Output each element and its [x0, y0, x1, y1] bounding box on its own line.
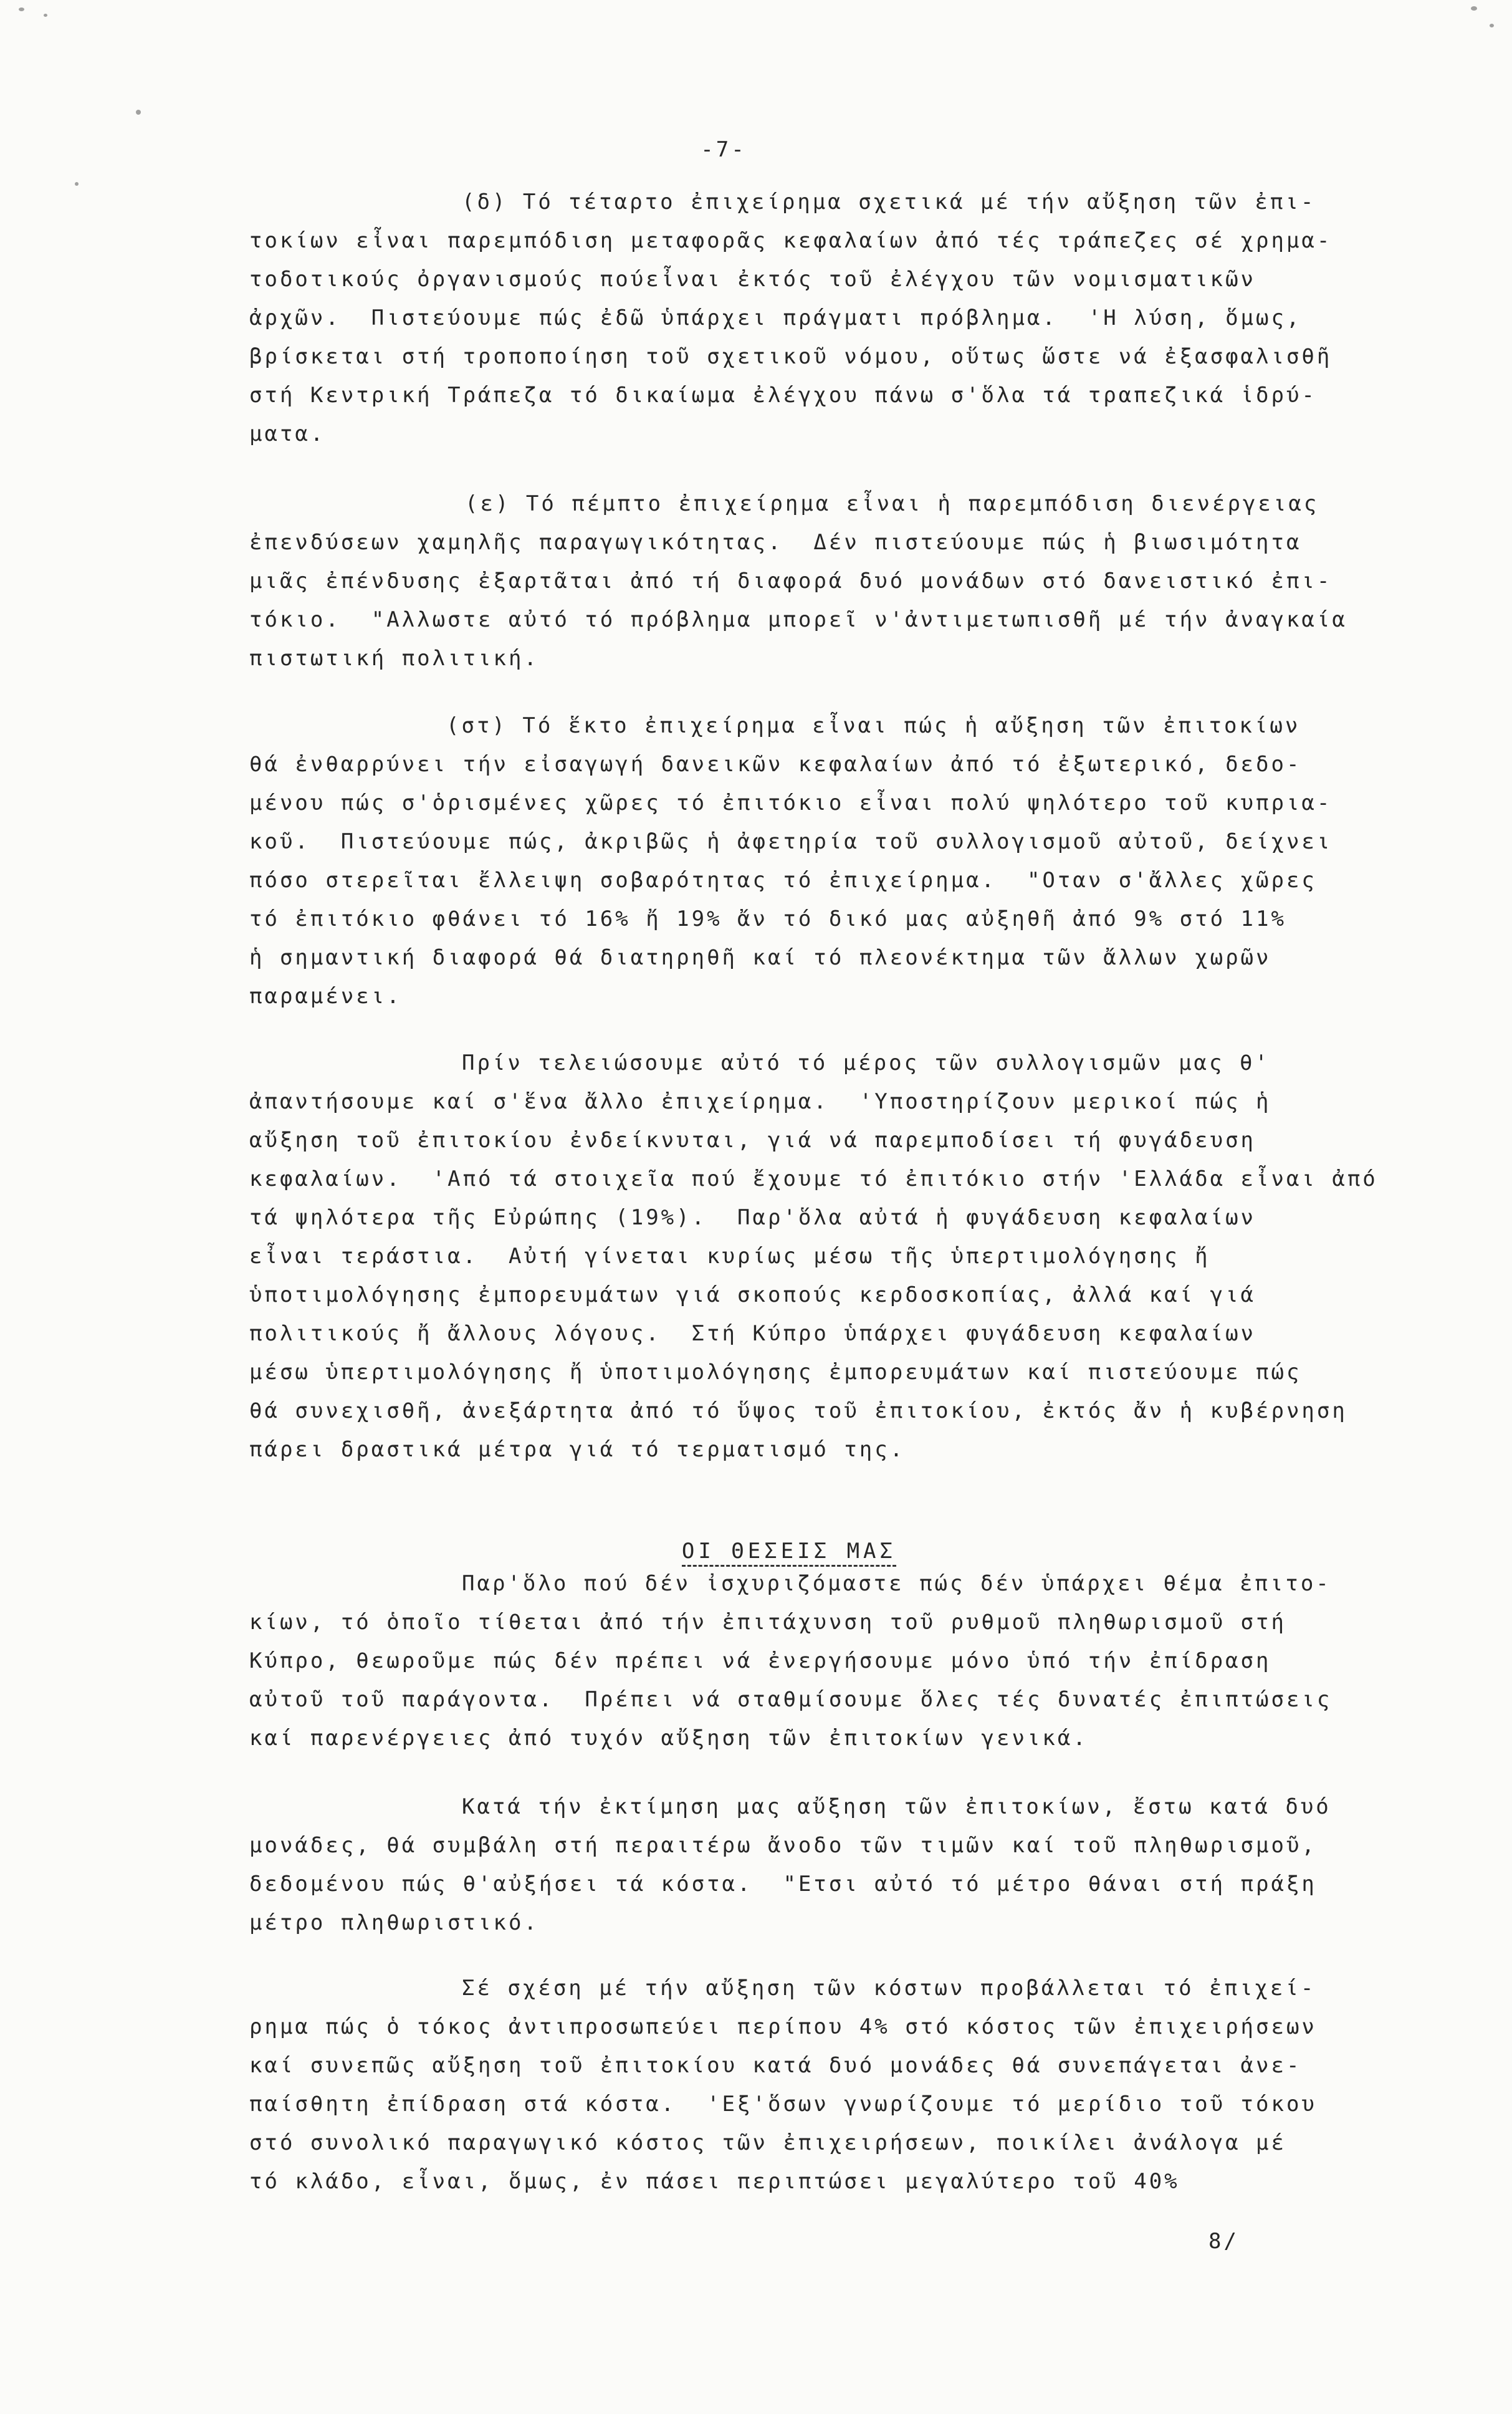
text-line: (ε) Τό πέμπτο ἐπιχείρημα εἶναι ἡ παρεμπόδιση διενέργειας	[465, 491, 1319, 516]
scan-speck	[136, 110, 141, 115]
text-line: θά ἐνθαρρύνει τήν εἰσαγωγή δανεικῶν κεφαλαίων ἀπό τό ἐξωτερικό, δεδο-	[249, 752, 1302, 777]
text-line: Σέ σχέση μέ τήν αὔξηση τῶν κόστων προβάλλεται τό ἐπιχεί-	[462, 1976, 1316, 2001]
text-line: (στ) Τό ἕκτο ἐπιχείρημα εἶναι πώς ἡ αὔξηση τῶν ἐπιτοκίων	[446, 713, 1301, 738]
text-line: παίσθητη ἐπίδραση στά κόστα. 'Εξ'ὅσων γνωρίζουμε τό μερίδιο τοῦ τόκου	[249, 2092, 1317, 2117]
text-line: πιστωτική πολιτική.	[249, 646, 539, 671]
text-line: καί παρενέργειες ἀπό τυχόν αὔξηση τῶν ἐπιτοκίων γενικά.	[249, 1726, 1088, 1751]
text-line: πολιτικούς ἤ ἄλλους λόγους. Στή Κύπρο ὑπάρχει φυγάδευση κεφαλαίων	[249, 1321, 1256, 1346]
text-line: θά συνεχισθῆ, ἀνεξάρτητα ἀπό τό ὕψος τοῦ ἐπιτοκίου, ἐκτός ἄν ἡ κυβέρνηση	[249, 1398, 1347, 1423]
text-line: ἐπενδύσεων χαμηλῆς παραγωγικότητας. Δέν πιστεύουμε πώς ἡ βιωσιμότητα	[249, 530, 1302, 555]
text-line: τά ψηλότερα τῆς Εὐρώπης (19%). Παρ'ὅλα αὐτά ἡ φυγάδευση κεφαλαίων	[249, 1205, 1256, 1230]
text-line: πάρει δραστικά μέτρα γιά τό τερματισμό της.	[249, 1437, 906, 1462]
section-heading-text: ΟΙ ΘΕΣΕΙΣ ΜΑΣ	[682, 1539, 896, 1567]
paragraph-prin	[249, 1044, 1433, 1469]
scan-speck	[44, 14, 47, 17]
text-line: ματα.	[249, 421, 326, 446]
page-number: -7-	[701, 137, 747, 162]
continuation-marker: 8/	[1208, 2229, 1239, 2254]
text-line: καί συνεπῶς αὔξηση τοῦ ἐπιτοκίου κατά δυό μονάδες θά συνεπάγεται ἀνε-	[249, 2053, 1302, 2078]
text-line: ὑποτιμολόγησης ἐμπορευμάτων γιά σκοπούς κερδοσκοπίας, ἀλλά καί γιά	[249, 1282, 1256, 1307]
text-line: δεδομένου πώς θ'αὐξήσει τά κόστα. "Ετσι αὐτό τό μέτρο θάναι στή πράξη	[249, 1872, 1317, 1897]
text-line: τοκίων εἶναι παρεμπόδιση μεταφορᾶς κεφαλαίων ἀπό τές τράπεζες σέ χρημα-	[249, 228, 1333, 253]
text-line: μιᾶς ἐπένδυσης ἐξαρτᾶται ἀπό τή διαφορά δυό μονάδων στό δανειστικό ἐπι-	[249, 569, 1333, 594]
text-line: Παρ'ὅλο πού δέν ἰσχυριζόμαστε πώς δέν ὑπάρχει θέμα ἐπιτο-	[462, 1571, 1331, 1596]
scan-speck	[75, 182, 79, 186]
text-line: ἡ σημαντική διαφορά θά διατηρηθῆ καί τό πλεονέκτημα τῶν ἄλλων χωρῶν	[249, 945, 1271, 970]
text-line: Κατά τήν ἐκτίμηση μας αὔξηση τῶν ἐπιτοκίων, ἔστω κατά δυό	[462, 1794, 1331, 1819]
text-line: στή Κεντρική Τράπεζα τό δικαίωμα ἐλέγχου πάνω σ'ὅλα τά τραπεζικά ἱδρύ-	[249, 383, 1317, 408]
text-line: κεφαλαίων. 'Από τά στοιχεῖα πού ἔχουμε τό ἐπιτόκιο στήν 'Ελλάδα εἶναι ἀπό	[249, 1166, 1378, 1191]
text-line: μονάδες, θά συμβάλη στή περαιτέρω ἄνοδο τῶν τιμῶν καί τοῦ πληθωρισμοῦ,	[249, 1833, 1317, 1858]
paragraph-delta	[249, 183, 1433, 453]
text-line: ρημα πώς ὁ τόκος ἀντιπροσωπεύει περίπου 4% στό κόστος τῶν ἐπιχειρήσεων	[249, 2014, 1317, 2039]
paragraph-st	[249, 706, 1433, 1016]
text-line: εἶναι τεράστια. Αὐτή γίνεται κυρίως μέσω τῆς ὑπερτιμολόγησης ἤ	[249, 1244, 1210, 1269]
paragraph-parolo	[249, 1564, 1433, 1758]
text-line: μέτρο πληθωριστικό.	[249, 1910, 539, 1935]
text-line: κίων, τό ὁποῖο τίθεται ἀπό τήν ἐπιτάχυνση τοῦ ρυθμοῦ πληθωρισμοῦ στή	[249, 1610, 1286, 1635]
scan-speck	[1490, 24, 1494, 27]
text-line: αὐτοῦ τοῦ παράγοντα. Πρέπει νά σταθμίσουμε ὅλες τές δυνατές ἐπιπτώσεις	[249, 1687, 1333, 1712]
text-line: μέσω ὑπερτιμολόγησης ἤ ὑποτιμολόγησης ἐμπορευμάτων καί πιστεύουμε πώς	[249, 1360, 1302, 1385]
text-line: στό συνολικό παραγωγικό κόστος τῶν ἐπιχειρήσεων, ποικίλει ἀνάλογα μέ	[249, 2130, 1286, 2155]
text-line: μένου πώς σ'ὁρισμένες χῶρες τό ἐπιτόκιο εἶναι πολύ ψηλότερο τοῦ κυπρια-	[249, 791, 1333, 815]
text-line: Κύπρο, θεωροῦμε πώς δέν πρέπει νά ἐνεργήσουμε μόνο ὑπό τήν ἐπίδραση	[249, 1648, 1271, 1673]
text-line: πόσο στερεῖται ἔλλειψη σοβαρότητας τό ἐπιχείρημα. "Οταν σ'ἄλλες χῶρες	[249, 868, 1317, 893]
text-line: αὔξηση τοῦ ἐπιτοκίου ἐνδείκνυται, γιά νά παρεμποδίσει τή φυγάδευση	[249, 1128, 1256, 1153]
text-line: τόκιο. "Αλλωστε αὐτό τό πρόβλημα μπορεῖ ν'ἀντιμετωπισθῆ μέ τήν ἀναγκαία	[249, 607, 1347, 632]
paragraph-se	[249, 1969, 1433, 2201]
text-line: τό κλάδο, εἶναι, ὅμως, ἐν πάσει περιπτώσει μεγαλύτερο τοῦ 40%	[249, 2169, 1180, 2194]
text-line: τό ἐπιτόκιο φθάνει τό 16% ἤ 19% ἄν τό δικό μας αὐξηθῆ ἀπό 9% στό 11%	[249, 906, 1286, 931]
text-line: κοῦ. Πιστεύουμε πώς, ἀκριβῶς ἡ ἀφετηρία τοῦ συλλογισμοῦ αὐτοῦ, δείχνει	[249, 829, 1333, 854]
text-line: τοδοτικούς ὀργανισμούς πούεἶναι ἐκτός τοῦ ἐλέγχου τῶν νομισματικῶν	[249, 267, 1256, 292]
paragraph-kata	[249, 1787, 1433, 1942]
scan-speck	[1471, 6, 1477, 11]
text-line: ἀρχῶν. Πιστεύουμε πώς ἐδῶ ὑπάρχει πράγματι πρόβλημα. 'Η λύση, ὅμως,	[249, 305, 1302, 330]
text-line: (δ) Τό τέταρτο ἐπιχείρημα σχετικά μέ τήν αὔξηση τῶν ἐπι-	[462, 190, 1316, 214]
text-line: ἀπαντήσουμε καί σ'ἕνα ἄλλο ἐπιχείρημα. 'Υποστηρίζουν μερικοί πώς ἡ	[249, 1089, 1271, 1114]
text-line: παραμένει.	[249, 984, 402, 1009]
paragraph-epsilon	[249, 484, 1433, 678]
text-line: Πρίν τελειώσουμε αὐτό τό μέρος τῶν συλλογισμῶν μας θ'	[462, 1051, 1270, 1075]
scan-speck	[19, 7, 24, 11]
text-line: βρίσκεται στή τροποποίηση τοῦ σχετικοῦ νόμου, οὕτως ὥστε νά ἐξασφαλισθῆ	[249, 344, 1333, 369]
